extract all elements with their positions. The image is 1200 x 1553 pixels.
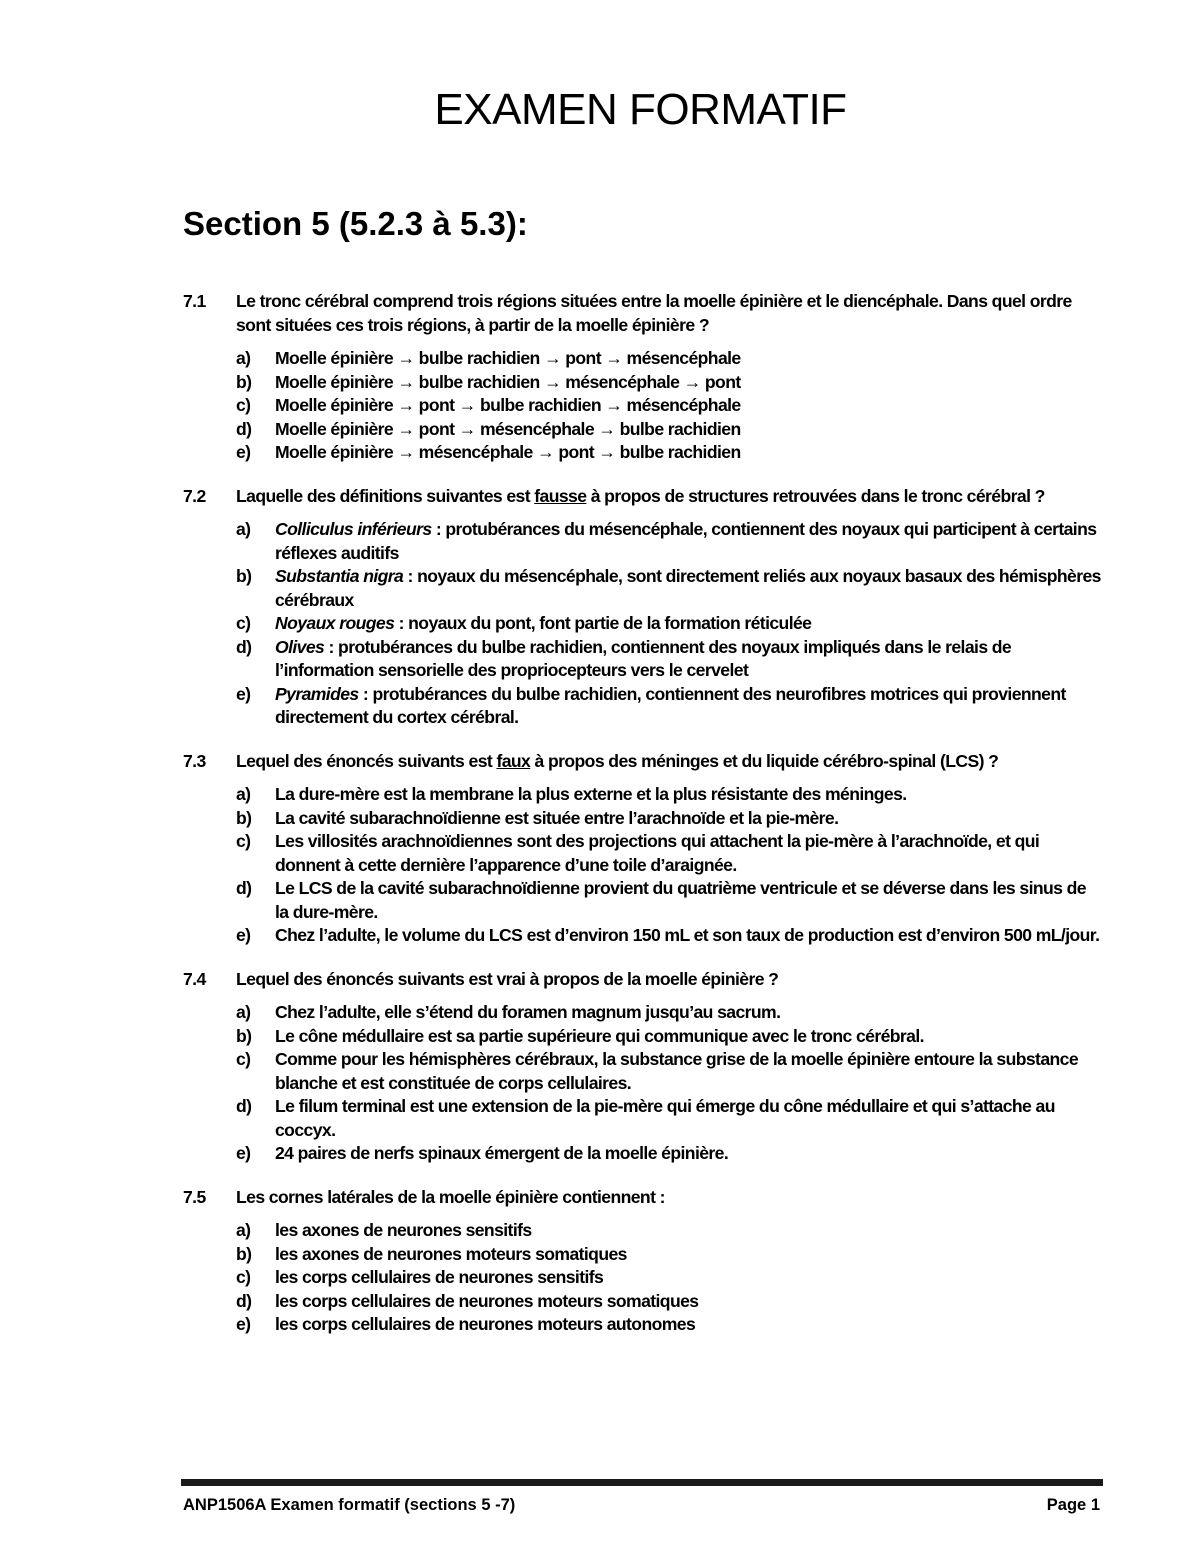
option-text: Moelle épinière → bulbe rachidien → pont → mésencéphale bbox=[275, 348, 741, 368]
footer-page-number: Page 1 bbox=[1046, 1496, 1100, 1514]
option-definition: : protubérances du bulbe rachidien, contiennent des noyaux impliqués dans le relais de l’information sensorielle des propriocepteurs vers le cervelet bbox=[275, 636, 1012, 680]
option-text: les corps cellulaires de neurones moteurs somatiques bbox=[275, 1290, 699, 1311]
option-letter: b) bbox=[236, 566, 252, 586]
question-text: Les cornes latérales de la moelle épinière contiennent : bbox=[236, 1186, 665, 1207]
option-text: Chez l’adulte, elle s’étend du foramen magnum jusqu’au sacrum. bbox=[275, 1002, 781, 1022]
option-definition: : noyaux du pont, font partie de la formation réticulée bbox=[394, 613, 812, 633]
option-letter: b) bbox=[236, 1025, 252, 1046]
footer-divider bbox=[181, 1479, 1103, 1486]
option-text: Moelle épinière → pont → bulbe rachidien → mésencéphale bbox=[275, 395, 741, 415]
option-letter: b) bbox=[236, 1243, 252, 1264]
option-text: les axones de neurones moteurs somatiques bbox=[275, 1243, 627, 1264]
option-letter: c) bbox=[236, 613, 251, 633]
option-text: Le cône médullaire est sa partie supérieure qui communique avec le tronc cérébral. bbox=[275, 1025, 924, 1046]
options-list bbox=[236, 1001, 1103, 1166]
option-b bbox=[236, 1025, 1103, 1049]
option-letter: c) bbox=[236, 1267, 251, 1287]
option-text: Moelle épinière → mésencéphale → pont → bulbe rachidien bbox=[275, 442, 741, 462]
question-number: 7.3 bbox=[183, 750, 206, 771]
option-text bbox=[275, 683, 1103, 730]
question-number: 7.2 bbox=[183, 485, 206, 506]
option-letter: e) bbox=[236, 442, 251, 462]
option-letter: e) bbox=[236, 925, 251, 945]
option-b bbox=[236, 807, 1103, 831]
question-7-4 bbox=[183, 968, 1103, 1166]
option-letter: e) bbox=[236, 1314, 251, 1334]
option-a bbox=[236, 518, 1103, 565]
option-letter: e) bbox=[236, 683, 251, 704]
option-text bbox=[275, 518, 1103, 565]
option-letter: a) bbox=[236, 1002, 251, 1022]
option-letter: d) bbox=[236, 636, 252, 657]
option-text: Le LCS de la cavité subarachnoïdienne provient du quatrième ventricule et se déverse dans les sinus de la dure-mère. bbox=[275, 878, 1086, 922]
option-text: Comme pour les hémisphères cérébraux, la substance grise de la moelle épinière entoure la substance blanche et est constituée de corps cellulaires. bbox=[275, 1049, 1079, 1093]
option-d bbox=[236, 636, 1103, 683]
option-text: Le filum terminal est une extension de la pie-mère qui émerge du cône médullaire et qui s’attache au coccyx. bbox=[275, 1096, 1055, 1140]
option-b bbox=[236, 1243, 1103, 1267]
option-definition: : noyaux du mésencéphale, sont directement reliés aux noyaux basaux des hémisphères cérébraux bbox=[275, 566, 1101, 610]
option-definition: : protubérances du bulbe rachidien, contiennent des neurofibres motrices qui proviennent directement du cortex cérébral. bbox=[275, 683, 1066, 727]
option-letter: a) bbox=[236, 1220, 251, 1240]
options-list bbox=[236, 518, 1103, 730]
question-text bbox=[236, 485, 1103, 509]
page-title: EXAMEN FORMATIF bbox=[434, 85, 847, 134]
question-number: 7.4 bbox=[183, 968, 206, 989]
option-e bbox=[236, 441, 1103, 465]
option-a bbox=[236, 783, 1103, 807]
option-c bbox=[236, 394, 1103, 418]
option-letter: b) bbox=[236, 807, 252, 828]
option-letter: a) bbox=[236, 348, 251, 368]
option-letter: a) bbox=[236, 784, 251, 804]
option-letter: c) bbox=[236, 1049, 251, 1069]
option-text bbox=[275, 565, 1103, 612]
question-text-after: à propos de structures retrouvées dans le tronc cérébral ? bbox=[586, 485, 1045, 506]
option-a bbox=[236, 1219, 1103, 1243]
option-letter: c) bbox=[236, 831, 251, 851]
option-term: Substantia nigra bbox=[275, 566, 404, 586]
underlined-keyword: faux bbox=[496, 750, 531, 771]
question-text-before: Lequel des énoncés suivants est bbox=[236, 750, 497, 771]
option-c bbox=[236, 612, 1103, 636]
option-letter: d) bbox=[236, 878, 252, 898]
option-text: La cavité subarachnoïdienne est située entre l’arachnoïde et la pie-mère. bbox=[275, 807, 839, 828]
option-e bbox=[236, 683, 1103, 730]
option-e bbox=[236, 1142, 1103, 1166]
options-list bbox=[236, 1219, 1103, 1337]
option-text bbox=[275, 636, 1103, 683]
option-text: les corps cellulaires de neurones moteurs autonomes bbox=[275, 1314, 696, 1334]
option-c bbox=[236, 1266, 1103, 1290]
option-text: La dure-mère est la membrane la plus externe et la plus résistante des méninges. bbox=[275, 784, 907, 804]
options-list bbox=[236, 783, 1103, 948]
option-b bbox=[236, 371, 1103, 395]
option-text: les axones de neurones sensitifs bbox=[275, 1220, 532, 1240]
footer-course-label: ANP1506A Examen formatif (sections 5 -7) bbox=[183, 1496, 516, 1514]
option-letter: d) bbox=[236, 1290, 252, 1311]
option-term: Pyramides bbox=[275, 683, 359, 704]
question-number: 7.5 bbox=[183, 1186, 206, 1207]
option-text: Les villosités arachnoïdiennes sont des projections qui attachent la pie-mère à l’arachnoïde, et qui donnent à cette dernière l’apparence d’une toile d’araignée. bbox=[275, 831, 1040, 875]
question-number: 7.1 bbox=[183, 291, 206, 311]
options-list bbox=[236, 347, 1103, 465]
option-c bbox=[236, 830, 1103, 877]
section-heading: Section 5 (5.2.3 à 5.3): bbox=[183, 205, 528, 242]
option-a bbox=[236, 347, 1103, 371]
question-7-3 bbox=[183, 750, 1103, 948]
option-b bbox=[236, 565, 1103, 612]
option-letter: a) bbox=[236, 519, 251, 539]
option-letter: b) bbox=[236, 371, 252, 392]
option-e bbox=[236, 1313, 1103, 1337]
option-definition: : protubérances du mésencéphale, contiennent des noyaux qui participent à certains réflexes auditifs bbox=[275, 519, 1097, 563]
underlined-keyword: fausse bbox=[534, 485, 587, 506]
option-text: 24 paires de nerfs spinaux émergent de la moelle épinière. bbox=[275, 1143, 729, 1163]
option-letter: e) bbox=[236, 1143, 251, 1163]
question-text-before: Laquelle des définitions suivantes est bbox=[236, 485, 535, 506]
option-text: Moelle épinière → pont → mésencéphale → bulbe rachidien bbox=[275, 418, 741, 439]
option-letter: c) bbox=[236, 395, 251, 415]
option-term: Colliculus inférieurs bbox=[275, 519, 432, 539]
option-d bbox=[236, 877, 1103, 924]
question-text-after: à propos des méninges et du liquide cérébro-spinal (LCS) ? bbox=[530, 750, 999, 771]
option-a bbox=[236, 1001, 1103, 1025]
option-d bbox=[236, 418, 1103, 442]
option-d bbox=[236, 1095, 1103, 1142]
option-term: Noyaux rouges bbox=[275, 613, 395, 633]
option-letter: d) bbox=[236, 418, 252, 439]
option-e bbox=[236, 924, 1103, 948]
question-text: Le tronc cérébral comprend trois régions situées entre la moelle épinière et le diencéphale. Dans quel ordre sont situées ces trois régions, à partir de la moelle épinière ? bbox=[236, 291, 1072, 335]
option-letter: d) bbox=[236, 1096, 252, 1116]
option-text: Moelle épinière → bulbe rachidien → mésencéphale → pont bbox=[275, 371, 741, 392]
option-term: Olives bbox=[275, 636, 325, 657]
question-list bbox=[183, 290, 1103, 1357]
question-7-1 bbox=[183, 290, 1103, 465]
question-7-5 bbox=[183, 1186, 1103, 1337]
option-c bbox=[236, 1048, 1103, 1095]
option-d bbox=[236, 1290, 1103, 1314]
option-text bbox=[275, 612, 1103, 636]
question-7-2 bbox=[183, 485, 1103, 730]
option-text: les corps cellulaires de neurones sensitifs bbox=[275, 1267, 604, 1287]
option-text: Chez l’adulte, le volume du LCS est d’environ 150 mL et son taux de production est d’environ 500 mL/jour. bbox=[275, 925, 1100, 945]
question-text: Lequel des énoncés suivants est vrai à propos de la moelle épinière ? bbox=[236, 968, 779, 989]
question-text bbox=[236, 750, 1103, 774]
